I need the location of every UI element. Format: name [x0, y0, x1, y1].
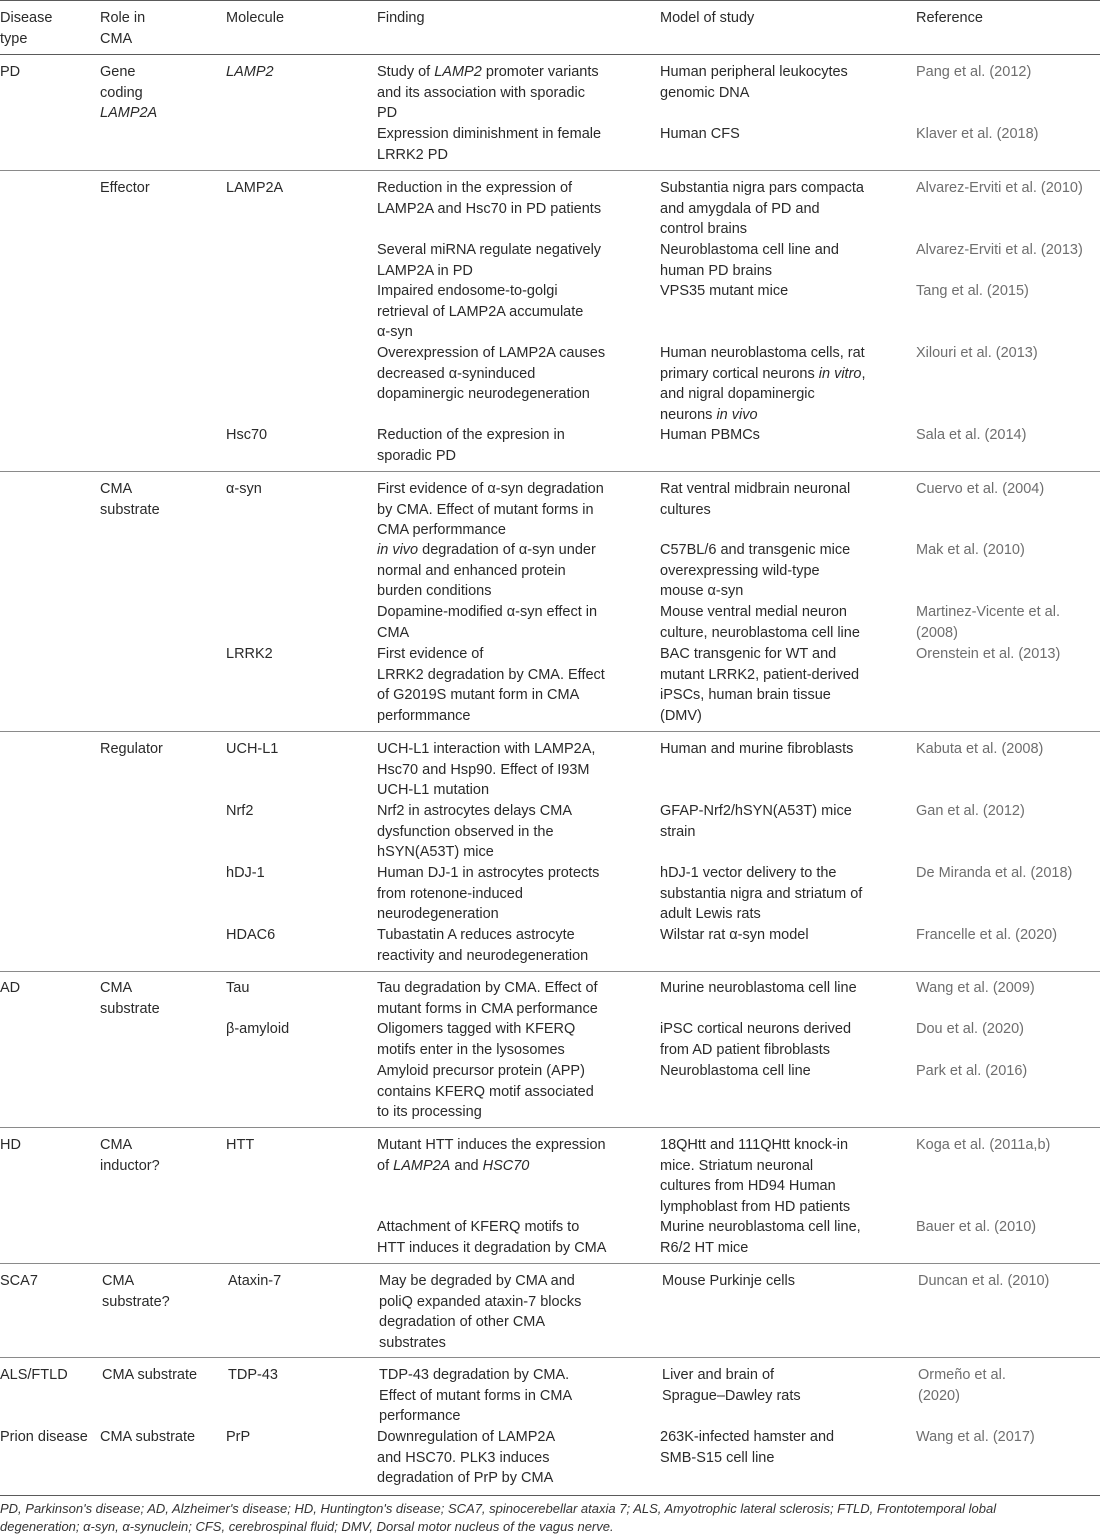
model-text-line: Mouse ventral medial neuron: [660, 604, 847, 620]
header-line: Role in: [100, 10, 146, 26]
table-cell-finding: [377, 62, 599, 124]
model-text-line: culture, neuroblastoma cell line: [660, 624, 860, 641]
table-cell-model: [660, 925, 809, 946]
finding-text-line: and its association with sporadic: [377, 84, 585, 101]
table-cell-reference: [916, 240, 1083, 261]
table-cell-model: [660, 602, 860, 643]
reference-text-line: Koga et al. (2011a,b): [916, 1137, 1051, 1153]
table-cell-reference: [916, 540, 1025, 561]
model-text-line: primary cortical neurons in vitro,: [660, 365, 866, 382]
finding-text-line: by CMA. Effect of mutant forms in: [377, 501, 594, 518]
finding-text-line: CMA: [377, 624, 410, 641]
table-cell-molecule: [226, 801, 253, 822]
table-cell-role: [100, 62, 157, 124]
finding-text-line: Dopamine-modified α-syn effect in: [377, 604, 598, 620]
table-cell-model: [660, 801, 852, 842]
molecule-text-line: Ataxin-7: [228, 1273, 282, 1289]
model-text-line: Human neuroblastoma cells, rat: [660, 345, 865, 361]
finding-text-line: normal and enhanced protein: [377, 562, 566, 579]
reference-text-line: Kabuta et al. (2008): [916, 741, 1044, 757]
table-cell-finding: [377, 1217, 606, 1258]
role-text-line: CMA: [102, 1273, 135, 1289]
table-cell-finding: [377, 1427, 555, 1489]
finding-text-line: First evidence of α-syn degradation: [377, 481, 604, 497]
table-cell-finding: [377, 425, 565, 466]
finding-text-line: substrates: [379, 1334, 446, 1351]
table-cell-disease: [0, 1427, 88, 1448]
table-cell-reference: [916, 978, 1035, 999]
table-rule: [0, 1127, 1100, 1128]
table-cell-disease: [0, 978, 20, 999]
footnote-line: PD, Parkinson's disease; AD, Alzheimer's disease; HD, Huntington's disease; SCA7, spinocerebellar ataxia 7; ALS, Amyotrophic lateral sclerosis; FTLD, Frontotemporal lobal: [0, 1501, 997, 1516]
model-text-line: C57BL/6 and transgenic mice: [660, 542, 851, 558]
table-cell-reference: [918, 1271, 1049, 1292]
table-cell-reference: [916, 863, 1072, 884]
reference-text-line: Duncan et al. (2010): [918, 1273, 1050, 1289]
model-text-line: strain: [660, 823, 696, 840]
table-cell-model: [662, 1365, 801, 1406]
molecule-text-line: LRRK2: [226, 646, 273, 662]
table-cell-model: [660, 739, 853, 760]
table-cell-model: [660, 978, 857, 999]
header-line: Disease: [0, 10, 53, 26]
table-cell-reference: [916, 178, 1083, 199]
finding-text-line: UCH-L1 mutation: [377, 782, 490, 798]
reference-text-line: Dou et al. (2020): [916, 1021, 1025, 1037]
molecule-text-line: Hsc70: [226, 427, 268, 443]
table-cell-reference: [916, 801, 1025, 822]
reference-text-line: Martinez-Vicente et al.: [916, 604, 1060, 620]
molecule-text-line: β-amyloid: [226, 1021, 290, 1037]
finding-text-line: First evidence of: [377, 646, 484, 662]
table-cell-molecule: [226, 925, 275, 946]
table-cell-model: [660, 540, 850, 602]
model-text-line: control brains: [660, 221, 748, 237]
table-cell-finding: [377, 124, 601, 165]
table-cell-finding: [377, 281, 583, 343]
model-text-line: lymphoblast from HD patients: [660, 1198, 851, 1215]
disease-text-line: SCA7: [0, 1273, 38, 1289]
finding-text-line: sporadic PD: [377, 447, 456, 464]
finding-text-line: poliQ expanded ataxin-7 blocks: [379, 1293, 582, 1310]
model-text-line: (DMV): [660, 707, 702, 724]
model-text-line: and amygdala of PD and: [660, 200, 820, 217]
model-text-line: Mouse Purkinje cells: [662, 1273, 795, 1289]
role-text-line: Effector: [100, 180, 150, 196]
finding-text-line: Effect of mutant forms in CMA: [379, 1387, 573, 1404]
table-cell-molecule: [226, 479, 262, 500]
table-cell-model: [660, 644, 859, 726]
table-cell-role: [100, 1427, 195, 1448]
model-text-line: Human and murine fibroblasts: [660, 741, 854, 757]
table-cell-reference: [916, 739, 1043, 760]
table-cell-molecule: [226, 978, 249, 999]
finding-text-line: contains KFERQ motif associated: [377, 1083, 594, 1100]
model-text-line: Neuroblastoma cell line and: [660, 242, 839, 258]
model-text-line: Human peripheral leukocytes: [660, 64, 848, 80]
table-cell-model: [660, 1135, 850, 1217]
table-cell-finding: [379, 1365, 572, 1427]
finding-text-line: Impaired endosome-to-golgi: [377, 283, 558, 299]
model-text-line: from AD patient fibroblasts: [660, 1041, 831, 1058]
table-cell-model: [660, 178, 864, 240]
finding-text-line: Overexpression of LAMP2A causes: [377, 345, 606, 361]
table-cell-model: [660, 1217, 861, 1258]
table-cell-finding: [377, 178, 601, 219]
model-text-line: GFAP-Nrf2/hSYN(A53T) mice: [660, 803, 852, 819]
molecule-text-line: TDP-43: [228, 1367, 278, 1383]
finding-text-line: reactivity and neurodegeneration: [377, 947, 589, 964]
reference-text-line: Cuervo et al. (2004): [916, 481, 1045, 497]
role-text-line: substrate: [100, 501, 160, 518]
table-cell-finding: [377, 1135, 606, 1176]
disease-text-line: AD: [0, 980, 21, 996]
header-role: [100, 8, 145, 49]
table-cell-model: [662, 1271, 795, 1292]
footnote-line: degeneration; α-syn, α-synuclein; CFS, cerebrospinal fluid; DMV, Dorsal motor nucleus of the vagus nerve.: [0, 1519, 614, 1534]
table-cell-model: [660, 124, 740, 145]
role-text-line: CMA: [100, 481, 133, 497]
table-cell-reference: [916, 124, 1039, 145]
disease-text-line: HD: [0, 1137, 21, 1153]
finding-text-line: performmance: [377, 707, 471, 724]
model-text-line: iPSC cortical neurons derived: [660, 1021, 852, 1037]
table-cell-reference: [916, 343, 1038, 364]
table-cell-finding: [377, 479, 604, 541]
model-text-line: neurons in vivo: [660, 406, 758, 423]
role-text-line: Regulator: [100, 741, 163, 757]
finding-text-line: mutant forms in CMA performance: [377, 1000, 598, 1017]
table-rule: [0, 1357, 1100, 1358]
molecule-text-line: HDAC6: [226, 927, 276, 943]
finding-text-line: Expression diminishment in female: [377, 126, 602, 142]
model-text-line: 263K-infected hamster and: [660, 1429, 835, 1445]
finding-text-line: UCH-L1 interaction with LAMP2A,: [377, 741, 596, 757]
table-cell-reference: [916, 1135, 1050, 1156]
role-text-line: Gene: [100, 64, 136, 80]
finding-text-line: Amyloid precursor protein (APP): [377, 1063, 585, 1079]
reference-text-line: Wang et al. (2009): [916, 980, 1035, 996]
header-line: Reference: [916, 10, 983, 26]
table-cell-finding: [377, 801, 572, 863]
table-cell-model: [660, 1061, 811, 1082]
role-text-line: LAMP2A: [100, 105, 158, 121]
table-cell-reference: [918, 1365, 1006, 1406]
role-text-line: CMA substrate: [100, 1429, 196, 1445]
model-text-line: Sprague–Dawley rats: [662, 1387, 801, 1404]
reference-text-line: Xilouri et al. (2013): [916, 345, 1038, 361]
model-text-line: Rat ventral midbrain neuronal: [660, 481, 851, 497]
table-cell-molecule: [226, 178, 283, 199]
model-text-line: VPS35 mutant mice: [660, 283, 789, 299]
finding-text-line: TDP-43 degradation by CMA.: [379, 1367, 570, 1383]
table-cell-reference: [916, 1427, 1035, 1448]
finding-text-line: degradation of other CMA: [379, 1314, 546, 1330]
reference-text-line: Bauer et al. (2010): [916, 1219, 1037, 1235]
reference-text-line: (2008): [916, 624, 958, 641]
finding-text-line: Downregulation of LAMP2A: [377, 1429, 556, 1445]
reference-text-line: Pang et al. (2012): [916, 64, 1032, 80]
finding-text-line: Reduction in the expression of: [377, 180, 573, 196]
model-text-line: overexpressing wild-type: [660, 562, 820, 579]
model-text-line: substantia nigra and striatum of: [660, 885, 863, 902]
finding-text-line: degradation of PrP by CMA: [377, 1470, 554, 1486]
role-text-line: coding: [100, 84, 143, 101]
header-line: Model of study: [660, 10, 755, 26]
table-cell-molecule: [226, 62, 274, 83]
finding-text-line: performance: [379, 1408, 461, 1424]
table-cell-role: [102, 1271, 170, 1312]
table-cell-molecule: [226, 1019, 289, 1040]
model-text-line: cultures from HD94 Human: [660, 1178, 836, 1194]
reference-text-line: De Miranda et al. (2018): [916, 865, 1073, 881]
finding-text-line: Human DJ-1 in astrocytes protects: [377, 865, 600, 881]
header-finding: [377, 8, 425, 29]
model-text-line: cultures: [660, 501, 711, 518]
table-cell-finding: [377, 739, 595, 801]
model-text-line: and nigral dopaminergic: [660, 386, 815, 402]
table-cell-model: [660, 343, 866, 425]
finding-text-line: Reduction of the expresion in: [377, 427, 565, 443]
model-text-line: Neuroblastoma cell line: [660, 1063, 811, 1079]
table-rule: [0, 170, 1100, 171]
table-cell-model: [660, 1019, 851, 1060]
table-cell-molecule: [228, 1365, 278, 1386]
model-text-line: Wilstar rat α-syn model: [660, 927, 809, 943]
table-cell-finding: [377, 978, 598, 1019]
model-text-line: iPSCs, human brain tissue: [660, 687, 831, 703]
table-cell-molecule: [226, 739, 278, 760]
table-cell-finding: [379, 1271, 581, 1353]
role-text-line: CMA: [100, 980, 133, 996]
finding-text-line: Tau degradation by CMA. Effect of: [377, 980, 598, 996]
reference-text-line: (2020): [918, 1387, 960, 1404]
reference-text-line: Sala et al. (2014): [916, 427, 1027, 443]
finding-text-line: retrieval of LAMP2A accumulate: [377, 303, 584, 320]
table-cell-finding: [377, 644, 605, 726]
finding-text-line: Nrf2 in astrocytes delays CMA: [377, 803, 573, 819]
table-cell-role: [100, 978, 160, 1019]
header-reference: [916, 8, 983, 29]
finding-text-line: burden conditions: [377, 583, 492, 599]
finding-text-line: PD: [377, 105, 398, 121]
finding-text-line: and HSC70. PLK3 induces: [377, 1449, 550, 1466]
table-cell-finding: [377, 1061, 594, 1123]
reference-text-line: Wang et al. (2017): [916, 1429, 1035, 1445]
table-rule: [0, 731, 1100, 732]
table-cell-model: [660, 62, 848, 103]
table-rule: [0, 0, 1100, 1]
table-cell-model: [660, 1427, 834, 1468]
table-cell-finding: [377, 602, 597, 643]
reference-text-line: Park et al. (2016): [916, 1063, 1028, 1079]
table-cell-disease: [0, 1271, 38, 1292]
table-cell-disease: [0, 62, 20, 83]
model-text-line: adult Lewis rats: [660, 906, 761, 922]
finding-text-line: of LAMP2A and HSC70: [377, 1157, 530, 1174]
molecule-text-line: Tau: [226, 980, 250, 996]
finding-text-line: from rotenone-induced: [377, 885, 523, 902]
disease-text-line: Prion disease: [0, 1429, 88, 1445]
table-cell-molecule: [226, 863, 265, 884]
table-cell-reference: [916, 1019, 1024, 1040]
header-line: Finding: [377, 10, 425, 26]
molecule-text-line: PrP: [226, 1429, 251, 1445]
finding-text-line: LRRK2 degradation by CMA. Effect: [377, 666, 605, 683]
molecule-text-line: HTT: [226, 1137, 255, 1153]
finding-text-line: neurodegeneration: [377, 906, 499, 922]
role-text-line: substrate: [100, 1000, 160, 1017]
table-rule: [0, 471, 1100, 472]
table-cell-role: [100, 178, 150, 199]
finding-text-line: Oligomers tagged with KFERQ: [377, 1021, 576, 1037]
table-cell-reference: [916, 281, 1029, 302]
finding-text-line: motifs enter in the lysosomes: [377, 1041, 565, 1058]
reference-text-line: Gan et al. (2012): [916, 803, 1025, 819]
model-text-line: Substantia nigra pars compacta: [660, 180, 864, 196]
disease-text-line: PD: [0, 64, 21, 80]
finding-text-line: Several miRNA regulate negatively: [377, 242, 602, 258]
table-cell-finding: [377, 863, 599, 925]
disease-text-line: ALS/FTLD: [0, 1367, 68, 1383]
model-text-line: mice. Striatum neuronal: [660, 1157, 814, 1174]
role-text-line: CMA substrate: [102, 1367, 198, 1383]
finding-text-line: Mutant HTT induces the expression: [377, 1137, 606, 1153]
finding-text-line: LAMP2A and Hsc70 in PD patients: [377, 200, 602, 217]
table-cell-reference: [916, 1061, 1027, 1082]
table-cell-finding: [377, 1019, 575, 1060]
table-cell-finding: [377, 925, 588, 966]
header-line: type: [0, 30, 28, 47]
table-rule: [0, 1263, 1100, 1264]
table-cell-reference: [916, 644, 1060, 665]
table-rule: [0, 54, 1100, 55]
table-cell-molecule: [228, 1271, 281, 1292]
table-cell-disease: [0, 1365, 68, 1386]
finding-text-line: hSYN(A53T) mice: [377, 844, 494, 860]
finding-text-line: decreased α-syninduced: [377, 365, 536, 382]
table-cell-model: [660, 863, 862, 925]
finding-text-line: in vivo degradation of α-syn under: [377, 542, 596, 558]
table-rule: [0, 971, 1100, 972]
reference-text-line: Mak et al. (2010): [916, 542, 1025, 558]
table-cell-molecule: [226, 1135, 254, 1156]
model-text-line: Murine neuroblastoma cell line,: [660, 1219, 861, 1235]
table-rule: [0, 1495, 1100, 1496]
model-text-line: mutant LRRK2, patient-derived: [660, 666, 860, 683]
molecule-text-line: LAMP2A: [226, 180, 284, 196]
molecule-text-line: UCH-L1: [226, 741, 279, 757]
role-text-line: CMA: [100, 1137, 133, 1153]
model-text-line: hDJ-1 vector delivery to the: [660, 865, 837, 881]
reference-text-line: Klaver et al. (2018): [916, 126, 1039, 142]
header-model: [660, 8, 754, 29]
molecule-text-line: hDJ-1: [226, 865, 265, 881]
finding-text-line: LAMP2A in PD: [377, 262, 473, 279]
table-cell-model: [660, 425, 760, 446]
reference-text-line: Alvarez-Erviti et al. (2013): [916, 242, 1083, 258]
table-cell-finding: [377, 540, 596, 602]
table-cell-disease: [0, 1135, 21, 1156]
reference-text-line: Orenstein et al. (2013): [916, 646, 1061, 662]
table-cell-role: [100, 1135, 160, 1176]
header-disease: [0, 8, 52, 49]
role-text-line: inductor?: [100, 1157, 160, 1174]
table-cell-molecule: [226, 644, 273, 665]
table-cell-model: [660, 240, 839, 281]
finding-text-line: dopaminergic neurodegeneration: [377, 386, 590, 402]
table-cell-role: [100, 739, 163, 760]
model-text-line: SMB-S15 cell line: [660, 1449, 775, 1466]
header-molecule: [226, 8, 284, 29]
table-cell-reference: [916, 62, 1031, 83]
finding-text-line: Tubastatin A reduces astrocyte: [377, 927, 575, 943]
table-cell-finding: [377, 240, 601, 281]
table-cell-reference: [916, 479, 1044, 500]
finding-text-line: Study of LAMP2 promoter variants: [377, 64, 599, 80]
model-text-line: BAC transgenic for WT and: [660, 646, 837, 662]
model-text-line: Murine neuroblastoma cell line: [660, 980, 857, 996]
role-text-line: substrate?: [102, 1293, 170, 1310]
model-text-line: Human PBMCs: [660, 427, 760, 443]
table-cell-role: [102, 1365, 197, 1386]
table-cell-reference: [916, 925, 1057, 946]
finding-text-line: CMA performmance: [377, 522, 506, 538]
model-text-line: R6/2 HT mice: [660, 1239, 749, 1256]
finding-text-line: of G2019S mutant form in CMA: [377, 687, 580, 703]
finding-text-line: Hsc70 and Hsp90. Effect of I93M: [377, 761, 590, 778]
table-cell-role: [100, 479, 160, 520]
header-line: CMA: [100, 30, 133, 47]
model-text-line: 18QHtt and 111QHtt knock-in: [660, 1137, 849, 1153]
model-text-line: Liver and brain of: [662, 1367, 775, 1383]
model-text-line: human PD brains: [660, 262, 773, 279]
table-cell-reference: [916, 425, 1026, 446]
table-cell-reference: [916, 1217, 1036, 1238]
table-cell-reference: [916, 602, 1060, 643]
reference-text-line: Ormeño et al.: [918, 1367, 1006, 1383]
molecule-text-line: LAMP2: [226, 64, 274, 80]
table-cell-model: [660, 281, 788, 302]
finding-text-line: to its processing: [377, 1104, 482, 1120]
table-cell-molecule: [226, 425, 267, 446]
reference-text-line: Tang et al. (2015): [916, 283, 1029, 299]
header-line: Molecule: [226, 10, 285, 26]
finding-text-line: α-syn: [377, 324, 413, 340]
finding-text-line: dysfunction observed in the: [377, 823, 554, 840]
finding-text-line: Attachment of KFERQ motifs to: [377, 1219, 580, 1235]
reference-text-line: Alvarez-Erviti et al. (2010): [916, 180, 1083, 196]
table-cell-finding: [377, 343, 605, 405]
reference-text-line: Francelle et al. (2020): [916, 927, 1058, 943]
table-cell-model: [660, 479, 850, 520]
finding-text-line: LRRK2 PD: [377, 146, 448, 163]
molecule-text-line: α-syn: [226, 481, 262, 497]
table-cell-molecule: [226, 1427, 250, 1448]
model-text-line: mouse α-syn: [660, 583, 744, 599]
model-text-line: genomic DNA: [660, 84, 750, 101]
model-text-line: Human CFS: [660, 126, 740, 142]
finding-text-line: May be degraded by CMA and: [379, 1273, 575, 1289]
finding-text-line: HTT induces it degradation by CMA: [377, 1239, 607, 1256]
molecule-text-line: Nrf2: [226, 803, 254, 819]
